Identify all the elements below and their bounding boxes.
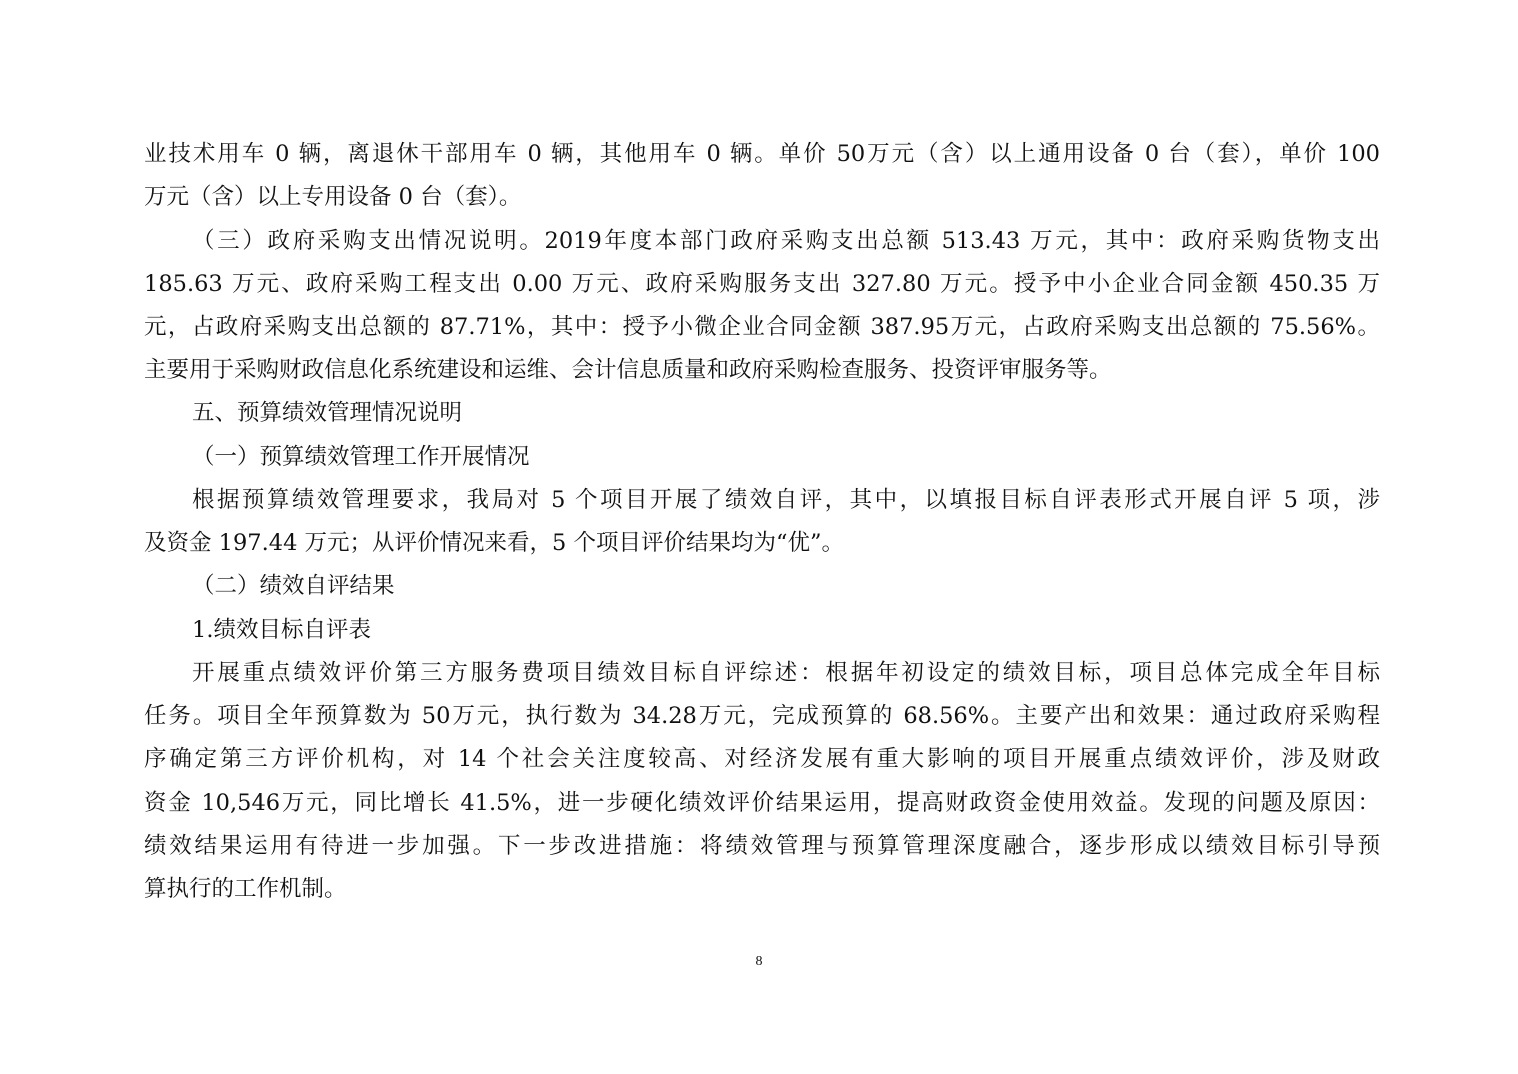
text-line: 主要用于采购财政信息化系统建设和运维、会计信息质量和政府采购检查服务、投资评审服务等。 xyxy=(144,357,1112,383)
text-line: 序确定第三方评价机构，对 14 个社会关注度较高、对经济发展有重大影响的项目开展重点绩效评价，涉及财政 xyxy=(144,746,1380,772)
text-line: 元，占政府采购支出总额的 87.71%，其中：授予小微企业合同金额 387.95万元，占政府采购支出总额的 75.56%。 xyxy=(144,314,1380,340)
text-line: 根据预算绩效管理要求，我局对 5 个项目开展了绩效自评，其中，以填报目标自评表形式开展自评 5 项，涉 xyxy=(192,487,1380,513)
subsection-heading: （二）绩效自评结果 xyxy=(192,573,395,599)
text-line: 任务。项目全年预算数为 50万元，执行数为 34.28万元，完成预算的 68.56%。主要产出和效果：通过政府采购程 xyxy=(144,703,1380,729)
text-line: 算执行的工作机制。 xyxy=(144,876,347,902)
section-heading-performance: 五、预算绩效管理情况说明 xyxy=(192,400,463,426)
text-line: 万元（含）以上专用设备 0 台（套）。 xyxy=(144,184,522,210)
text-line: 开展重点绩效评价第三方服务费项目绩效目标自评综述：根据年初设定的绩效目标，项目总体完成全年目标 xyxy=(192,660,1380,686)
text-line: 及资金 197.44 万元；从评价情况来看，5 个项目评价结果均为“优”。 xyxy=(144,530,845,556)
text-line: 业技术用车 0 辆，离退休干部用车 0 辆，其他用车 0 辆。单价 50万元（含）以上通用设备 0 台（套），单价 100 xyxy=(144,141,1380,167)
text-line: 绩效结果运用有待进一步加强。下一步改进措施：将绩效管理与预算管理深度融合，逐步形成以绩效目标引导预 xyxy=(144,833,1380,859)
section-heading-procurement: （三）政府采购支出情况说明。2019年度本部门政府采购支出总额 513.43 万元，其中：政府采购货物支出 xyxy=(192,228,1380,254)
subsection-heading: 1.绩效目标自评表 xyxy=(192,617,371,643)
page-number: 8 xyxy=(755,954,763,969)
text-line: 资金 10,546万元，同比增长 41.5%，进一步硬化绩效评价结果运用，提高财政资金使用效益。发现的问题及原因： xyxy=(144,790,1380,816)
text-line: 185.63 万元、政府采购工程支出 0.00 万元、政府采购服务支出 327.80 万元。授予中小企业合同金额 450.35 万 xyxy=(144,271,1380,297)
subsection-heading: （一）预算绩效管理工作开展情况 xyxy=(192,444,530,470)
